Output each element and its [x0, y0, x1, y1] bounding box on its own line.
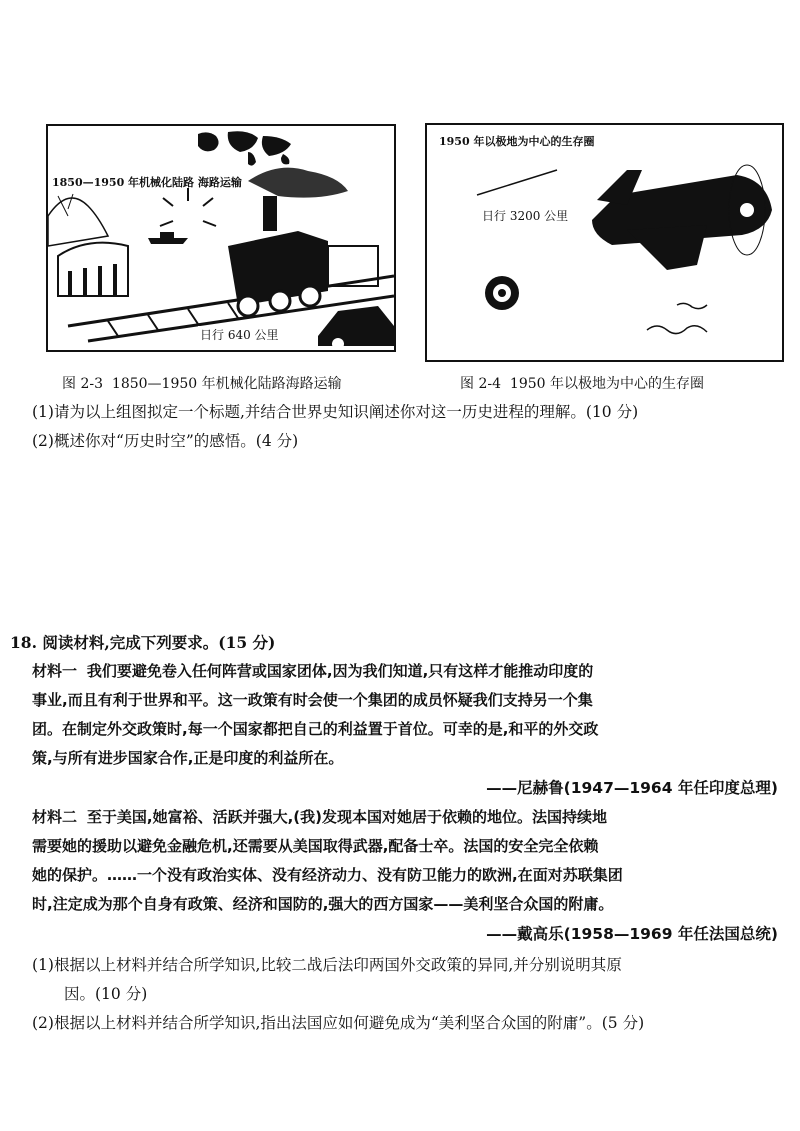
material-2-line-3: 她的保护。……一个没有政治实体、没有经济动力、没有防卫能力的欧洲,在面对苏联集团: [32, 866, 623, 884]
figure-2-3-caption: [62, 373, 342, 393]
figure-2-4-speed-label: 日行 3200 公里: [482, 209, 569, 223]
material-2-label: 材料二: [32, 808, 78, 826]
caption-text: 1950 年以极地为中心的生存圈: [509, 376, 704, 392]
q17-subquestion-1: (1)请为以上组图拟定一个标题,并结合世界史知识阐述你对这一历史进程的理解。(10 分): [32, 403, 639, 421]
figure-2-3-image: [46, 124, 396, 352]
q18-subquestion-1: (1)根据以上材料并结合所学知识,比较二战后法印两国外交政策的异同,并分别说明其原: [32, 956, 622, 974]
material-2-text: 至于美国,她富裕、活跃并强大,(我)发现本国对她居于依赖的地位。法国持续地: [86, 808, 607, 826]
q18-header: 18. 阅读材料,完成下列要求。(15 分): [10, 633, 276, 652]
caption-text: 1850—1950 年机械化陆路海路运输: [111, 376, 342, 392]
q18-subquestion-2: (2)根据以上材料并结合所学知识,指出法国应如何避免成为“美利坚合众国的附庸”。(5 分): [32, 1014, 645, 1032]
q18-subquestion-1-cont: 因。(10 分): [64, 985, 148, 1003]
material-1-text: 我们要避免卷入任何阵营或国家团体,因为我们知道,只有这样才能推动印度的: [86, 662, 594, 680]
material-1-label: 材料一: [32, 662, 78, 680]
material-1-line-3: 团。在制定外交政策时,每一个国家都把自己的利益置于首位。可幸的是,和平的外交政: [32, 720, 599, 738]
figure-2-4-image: [425, 123, 784, 362]
train-ship-illustration: [48, 126, 394, 350]
material-2-line-2: 需要她的援助以避免金融危机,还需要从美国取得武器,配备士卒。法国的安全完全依赖: [32, 837, 599, 855]
material-1-line-2: 事业,而且有利于世界和平。这一政策有时会使一个集团的成员怀疑我们支持另一个集: [32, 691, 593, 709]
airplane-illustration: [427, 125, 782, 360]
figure-2-4-inner-title: 1950 年以极地为中心的生存圈: [439, 135, 595, 148]
figure-2-4-caption: [460, 373, 704, 393]
material-1-source: ——尼赫鲁(1947—1964 年任印度总理): [486, 779, 778, 797]
caption-label: 图 2-3: [62, 376, 103, 392]
material-2-line-1: [32, 806, 607, 827]
material-1-line-1: [32, 660, 593, 681]
material-1-line-4: 策,与所有进步国家合作,正是印度的利益所在。: [32, 749, 344, 767]
caption-label: 图 2-4: [460, 376, 501, 392]
material-2-line-4: 时,注定成为那个自身有政策、经济和国防的,强大的西方国家——美利坚合众国的附庸。: [32, 895, 614, 913]
q17-subquestion-2: (2)概述你对“历史时空”的感悟。(4 分): [32, 432, 299, 450]
material-2-source: ——戴高乐(1958—1969 年任法国总统): [486, 925, 778, 943]
figure-2-3-inner-title: 1850—1950 年机械化陆路 海路运输: [52, 176, 242, 189]
figure-2-3-speed-label: 日行 640 公里: [200, 328, 279, 342]
